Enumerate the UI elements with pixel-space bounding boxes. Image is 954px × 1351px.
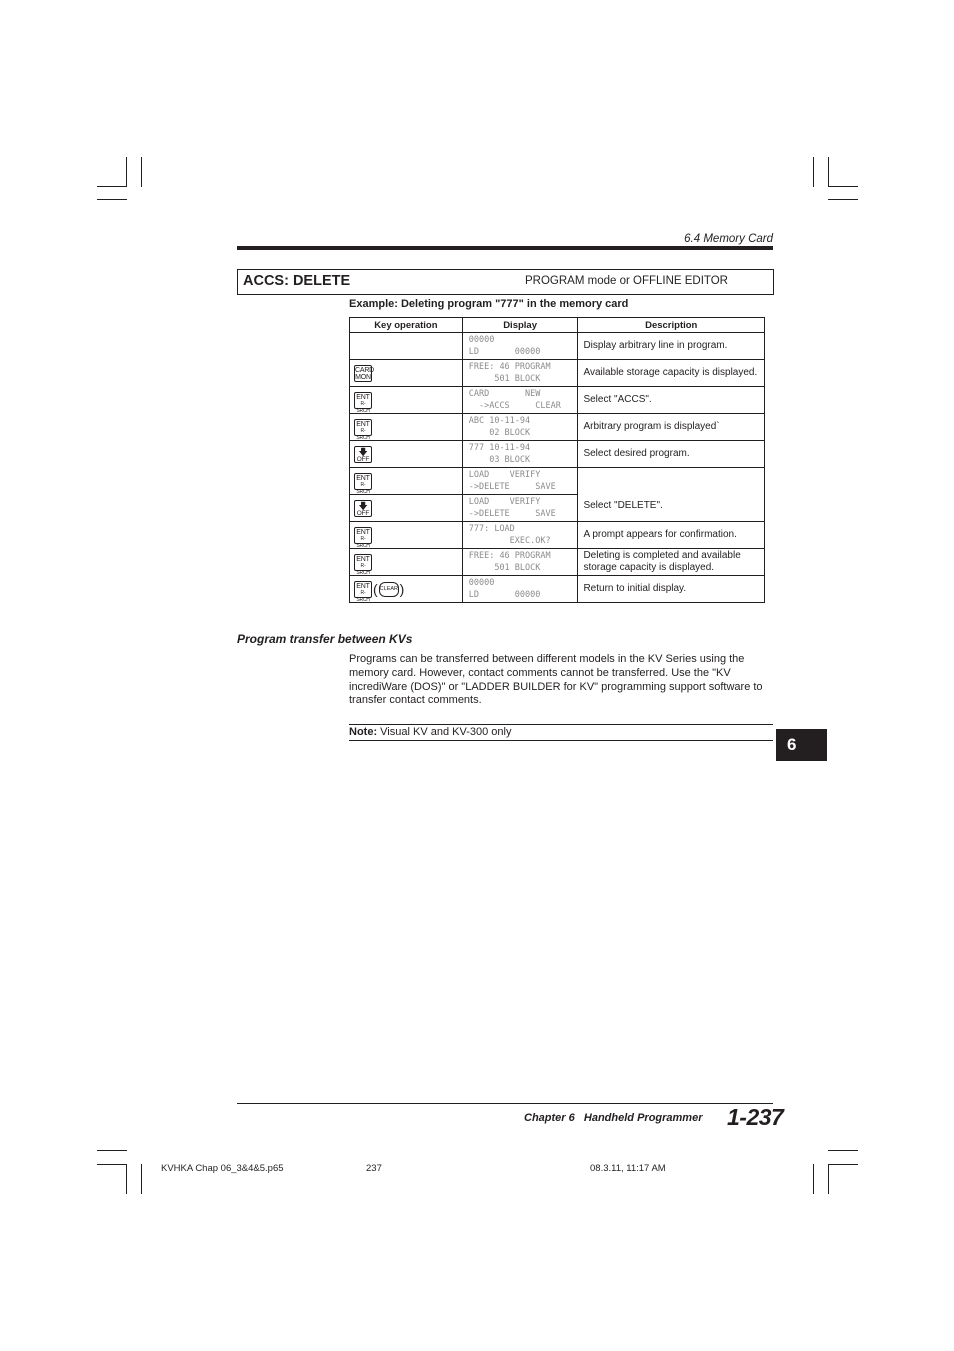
chapter-tab: [776, 729, 827, 761]
table-row: [350, 576, 765, 603]
ent-rsrch-key-icon: ENT R-SRCH: [354, 527, 372, 544]
display-cell: ABC 10-11-94 02 BLOCK: [462, 414, 578, 441]
crop-mark: [828, 186, 858, 187]
section-title-box: [237, 269, 774, 295]
crop-mark: [828, 1150, 858, 1151]
table-row: [350, 414, 765, 441]
crop-mark: [828, 1164, 829, 1194]
table-row: [350, 360, 765, 387]
crop-mark: [828, 1164, 858, 1165]
arrow-down-off-key-icon: 🡇 OFF: [354, 446, 372, 463]
key-cell: [350, 549, 463, 576]
note-rule-bottom: [349, 740, 773, 741]
key-cell: [350, 360, 463, 387]
key-cell: [350, 468, 463, 495]
note: [349, 726, 511, 738]
description-cell: Select "DELETE".: [578, 468, 765, 522]
display-cell: 777 10-11-94 03 BLOCK: [462, 441, 578, 468]
ent-rsrch-key-icon: ENT R-SRCH: [354, 581, 372, 598]
section-mode: PROGRAM mode or OFFLINE EDITOR: [525, 275, 728, 287]
description-cell: Available storage capacity is displayed.: [578, 360, 765, 387]
clear-key-icon: CLEAR: [379, 582, 399, 597]
key-cell: [350, 522, 463, 549]
print-date: 08.3.11, 11:17 AM: [590, 1163, 666, 1174]
key-cell: [350, 387, 463, 414]
key-cell: [350, 495, 463, 522]
table-row: [350, 468, 765, 495]
display-cell: LOAD VERIFY ->DELETE SAVE: [462, 495, 578, 522]
ent-rsrch-key-icon: ENT R-SRCH: [354, 554, 372, 571]
table-header: Key operation: [350, 318, 463, 333]
crop-mark: [828, 157, 829, 187]
key-cell: [350, 333, 463, 360]
example-caption: Example: Deleting program "777" in the memory card: [349, 298, 629, 310]
note-label: Note:: [349, 726, 378, 738]
page-number: 1-237: [727, 1104, 784, 1130]
display-cell: FREE: 46 PROGRAM 501 BLOCK: [462, 360, 578, 387]
crop-mark: [126, 157, 127, 187]
description-cell: Select desired program.: [578, 441, 765, 468]
crop-mark: [97, 1164, 127, 1165]
table-row: [350, 441, 765, 468]
crop-mark: [141, 157, 142, 187]
display-cell: 00000 LD 00000: [462, 576, 578, 603]
key-cell: [350, 576, 463, 603]
note-text: Visual KV and KV-300 only: [377, 726, 512, 738]
description-cell: A prompt appears for confirmation.: [578, 522, 765, 549]
section-title: ACCS: DELETE: [243, 273, 351, 289]
key-operation-table: [349, 317, 765, 603]
crop-mark: [126, 1164, 127, 1194]
table-row: [350, 549, 765, 576]
crop-mark: [813, 1164, 814, 1194]
close-paren: ): [399, 581, 405, 597]
arrow-down-off-key-icon: 🡇 OFF: [354, 500, 372, 517]
display-cell: 00000 LD 00000: [462, 333, 578, 360]
table-row: [350, 333, 765, 360]
description-cell: Select "ACCS".: [578, 387, 765, 414]
body-paragraph: Programs can be transferred between different models in the KV Series using the memory card. However, contact comments cannot be transferred. Use the "KV incrediWare (DOS)" or "LADDER BUILDER for KV" programming support software to transfer contact comments.: [349, 653, 763, 707]
chapter-tab-number: 6: [787, 735, 797, 754]
table-row: [350, 387, 765, 414]
ent-rsrch-key-icon: ENT R-SRCH: [354, 419, 372, 436]
crop-mark: [141, 1164, 142, 1194]
ent-rsrch-key-icon: ENT R-SRCH: [354, 473, 372, 490]
print-page: 237: [366, 1163, 382, 1174]
description-cell: Deleting is completed and available storage capacity is displayed.: [578, 549, 765, 576]
subheading: Program transfer between KVs: [237, 632, 413, 646]
footer-chapter: Chapter 6 Handheld Programmer: [524, 1112, 703, 1124]
ent-rsrch-key-icon: ENT R-SRCH: [354, 392, 372, 409]
crop-mark: [813, 157, 814, 187]
table-row: [350, 522, 765, 549]
display-cell: 777: LOAD EXEC.OK?: [462, 522, 578, 549]
display-cell: CARD NEW ->ACCS CLEAR: [462, 387, 578, 414]
crop-mark: [97, 186, 127, 187]
running-header: 6.4 Memory Card: [684, 233, 773, 245]
footer-rule: [237, 1103, 773, 1104]
display-cell: LOAD VERIFY ->DELETE SAVE: [462, 468, 578, 495]
key-cell: [350, 414, 463, 441]
header-rule: [237, 246, 773, 250]
crop-mark: [828, 199, 858, 200]
note-rule-top: [349, 724, 773, 725]
crop-mark: [97, 1150, 127, 1151]
key-cell: [350, 441, 463, 468]
open-paren: (: [373, 581, 378, 597]
table-header: Description: [578, 318, 765, 333]
description-cell: Arbitrary program is displayed`: [578, 414, 765, 441]
table-header: Display: [462, 318, 578, 333]
crop-mark: [97, 199, 127, 200]
print-file: KVHKA Chap 06_3&4&5.p65: [161, 1163, 284, 1174]
display-cell: FREE: 46 PROGRAM 501 BLOCK: [462, 549, 578, 576]
description-cell: Display arbitrary line in program.: [578, 333, 765, 360]
card-mon-key-icon: CARD MON: [355, 366, 375, 381]
description-cell: Return to initial display.: [578, 576, 765, 603]
